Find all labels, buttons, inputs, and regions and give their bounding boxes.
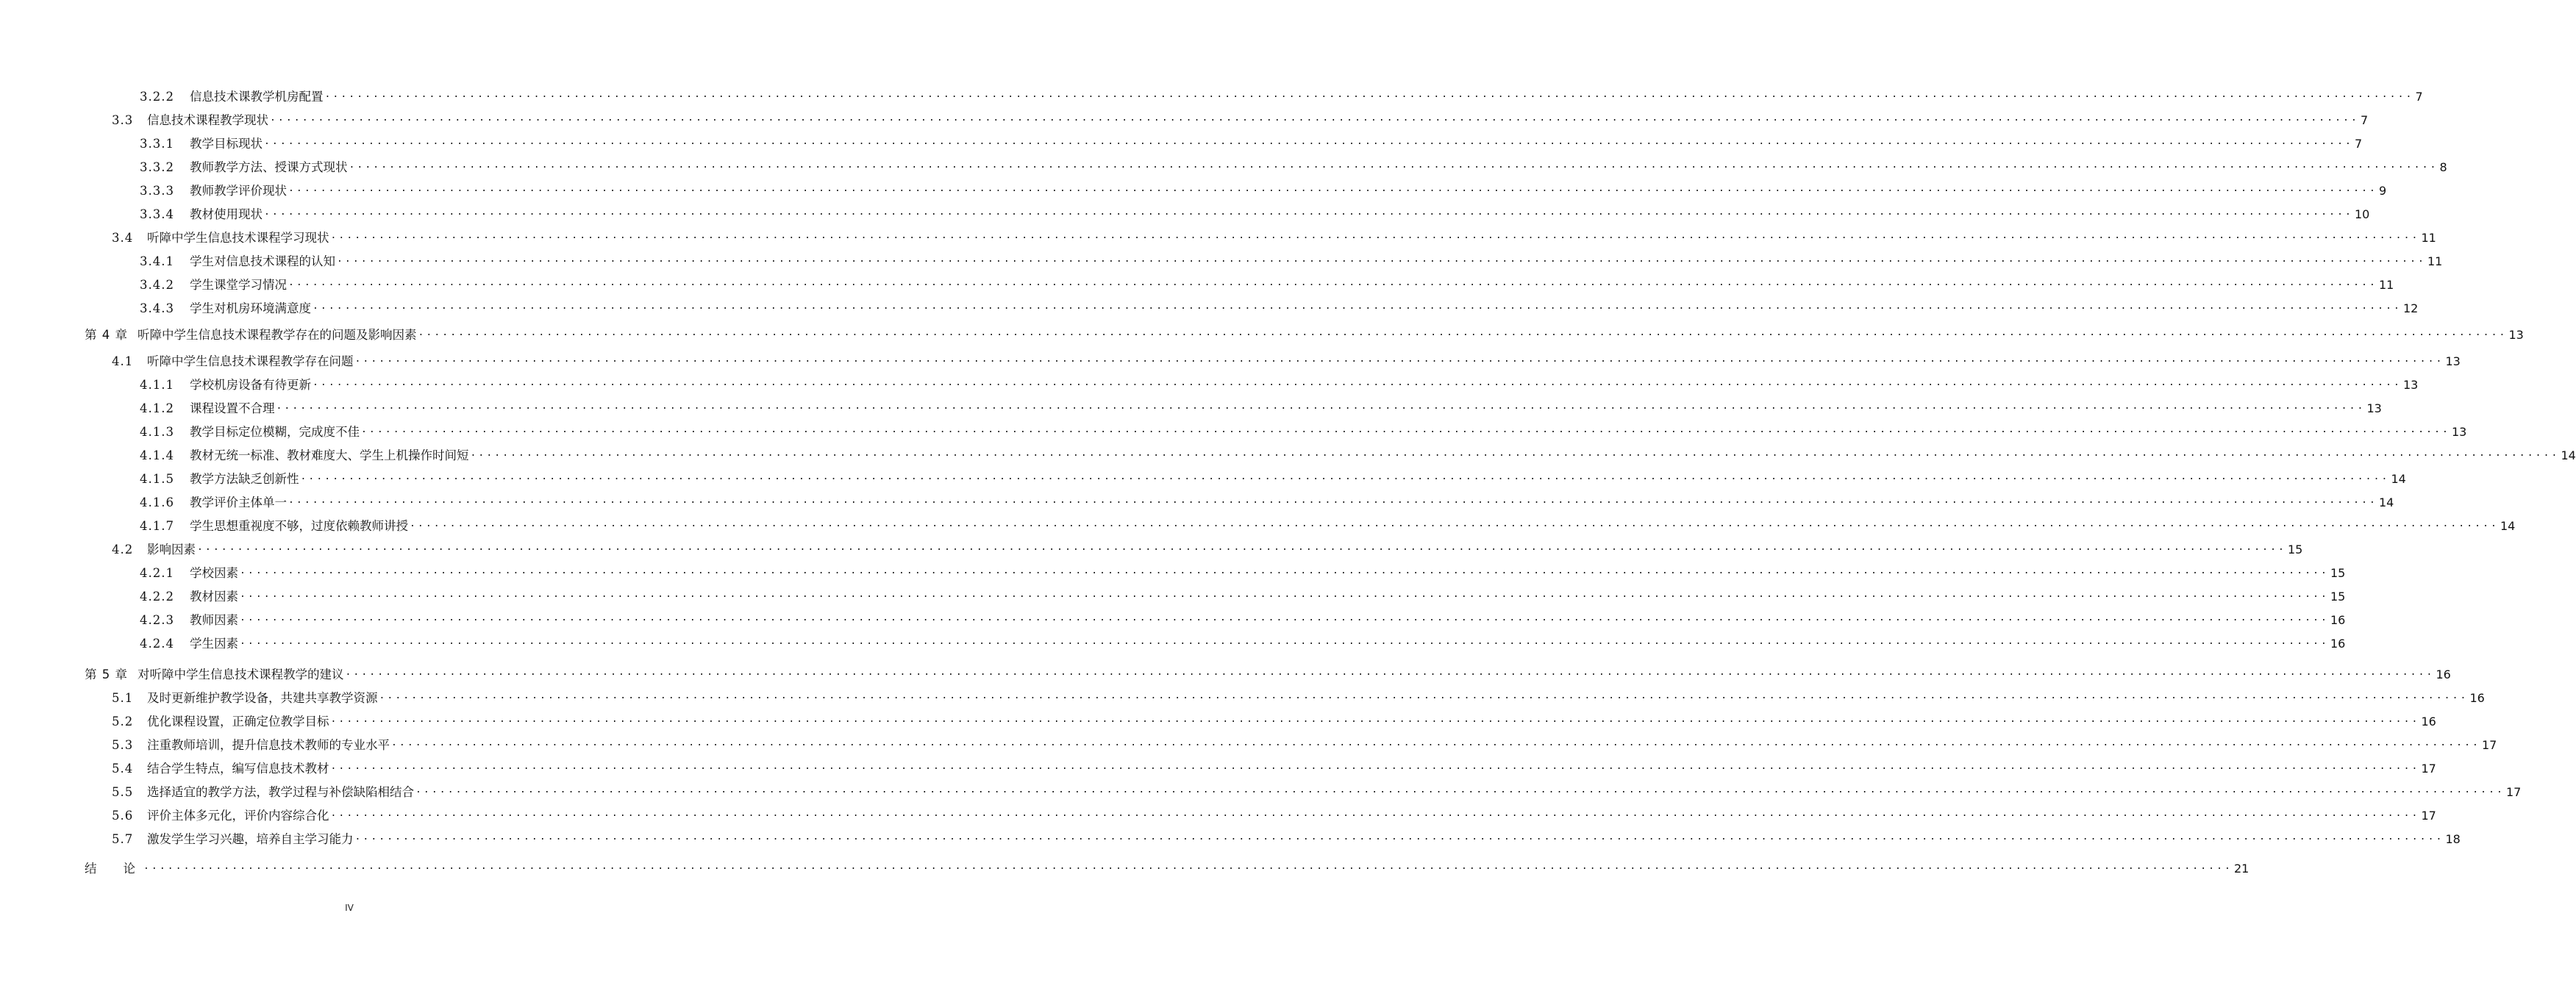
- toc-entry[interactable]: [140, 562, 2346, 581]
- toc-entry-title: 教学目标定位模糊，完成度不佳: [190, 425, 360, 439]
- toc-entry-number: 4.1.3: [140, 425, 174, 439]
- toc-entry[interactable]: [140, 86, 2423, 105]
- toc-entry-title: 激发学生学习兴趣，培养自主学习能力: [147, 832, 354, 846]
- toc-dot-leader: ....................................................................................................................................................................................................................................................................: [418, 327, 2508, 338]
- toc-dot-leader: ....................................................................................................................................................................................................................................................................: [470, 448, 2560, 459]
- toc-entry-page-number: 8: [2439, 160, 2447, 174]
- toc-dot-leader: ....................................................................................................................................................................................................................................................................: [313, 377, 2402, 388]
- toc-entry-page-number: 10: [2354, 207, 2370, 221]
- toc-entry-number: 4.2.1: [140, 566, 174, 580]
- toc-entry[interactable]: [85, 858, 2249, 877]
- toc-entry-page-number: 17: [2421, 762, 2436, 776]
- toc-entry-page-number: 14: [2500, 519, 2516, 533]
- toc-entry-title: 信息技术课教学机房配置: [190, 90, 324, 104]
- toc-dot-leader: ....................................................................................................................................................................................................................................................................: [354, 831, 2444, 842]
- toc-entry[interactable]: [140, 445, 2576, 464]
- toc-entry-page-number: 7: [2354, 137, 2363, 151]
- toc-entry[interactable]: [112, 687, 2485, 706]
- toc-dot-leader: ....................................................................................................................................................................................................................................................................: [330, 230, 2420, 241]
- toc-entry-number: 第 4 章: [85, 328, 128, 342]
- toc-dot-leader: ....................................................................................................................................................................................................................................................................: [330, 808, 2420, 819]
- toc-entry-number: 3.3.3: [140, 184, 174, 198]
- toc-entry-page-number: 11: [2378, 278, 2394, 292]
- toc-entry-number: 3.2.2: [140, 90, 174, 104]
- toc-entry-title: 教学目标现状: [190, 137, 263, 151]
- toc-entry-page-number: 16: [2436, 667, 2451, 681]
- toc-entry-page-number: 11: [2421, 231, 2436, 245]
- toc-entry[interactable]: [140, 468, 2406, 487]
- toc-entry-number: 5.4: [112, 762, 134, 776]
- toc-entry-title: 学生对机房环境满意度: [190, 301, 311, 315]
- toc-entry-page-number: 15: [2330, 590, 2346, 604]
- toc-dot-leader: ....................................................................................................................................................................................................................................................................: [288, 277, 2377, 288]
- toc-entry[interactable]: [112, 711, 2436, 730]
- toc-entry-page-number: 11: [2427, 254, 2443, 268]
- toc-entry[interactable]: [140, 609, 2346, 629]
- toc-entry[interactable]: [140, 398, 2382, 417]
- toc-dot-leader: ....................................................................................................................................................................................................................................................................: [349, 160, 2438, 171]
- toc-entry-number: 5.5: [112, 785, 134, 799]
- toc-entry[interactable]: [112, 781, 2522, 801]
- toc-dot-leader: ....................................................................................................................................................................................................................................................................: [240, 612, 2329, 623]
- toc-entry-page-number: 16: [2330, 637, 2346, 651]
- toc-entry[interactable]: [140, 633, 2346, 652]
- toc-dot-leader: ....................................................................................................................................................................................................................................................................: [288, 495, 2377, 506]
- toc-entry-title: 学校机房设备有待更新: [190, 378, 311, 392]
- toc-entry-page-number: 16: [2421, 715, 2436, 729]
- toc-entry-title: 注重教师培训，提升信息技术教师的专业水平: [147, 738, 390, 752]
- toc-entry-number: 5.7: [112, 832, 134, 846]
- toc-dot-leader: ....................................................................................................................................................................................................................................................................: [264, 136, 2353, 147]
- toc-dot-leader: ....................................................................................................................................................................................................................................................................: [345, 667, 2435, 678]
- toc-entry-number: 结 论: [85, 862, 136, 876]
- toc-dot-leader: ....................................................................................................................................................................................................................................................................: [264, 207, 2353, 218]
- toc-dot-leader: ....................................................................................................................................................................................................................................................................: [240, 636, 2329, 647]
- toc-dot-leader: ....................................................................................................................................................................................................................................................................: [276, 401, 2366, 412]
- toc-entry-title: 教材无统一标准、教材难度大、学生上机操作时间短: [190, 448, 469, 462]
- toc-entry[interactable]: [112, 758, 2436, 777]
- toc-dot-leader: ....................................................................................................................................................................................................................................................................: [197, 542, 2286, 553]
- toc-entry-title: 评价主体多元化，评价内容综合化: [147, 809, 329, 823]
- toc-entry[interactable]: [140, 586, 2346, 605]
- footer-page-number: IV: [345, 903, 354, 913]
- toc-entry-title: 结合学生特点，编写信息技术教材: [147, 762, 329, 776]
- toc-entry-number: 4.1.2: [140, 401, 174, 415]
- toc-entry[interactable]: [112, 805, 2436, 824]
- toc-entry-title: 听障中学生信息技术课程教学存在问题: [147, 354, 354, 368]
- toc-entry-title: 学生对信息技术课程的认知: [190, 254, 335, 268]
- toc-dot-leader: ....................................................................................................................................................................................................................................................................: [313, 301, 2402, 312]
- toc-dot-leader: ....................................................................................................................................................................................................................................................................: [361, 424, 2450, 435]
- toc-entry[interactable]: [112, 828, 2461, 848]
- toc-entry-number: 4.1.7: [140, 519, 174, 533]
- toc-entry-number: 5.6: [112, 809, 134, 823]
- toc-entry-number: 5.3: [112, 738, 134, 752]
- toc-entry[interactable]: [140, 274, 2394, 293]
- toc-dot-leader: ....................................................................................................................................................................................................................................................................: [288, 183, 2377, 194]
- toc-entry[interactable]: [85, 324, 2524, 343]
- toc-entry-title: 优化课程设置，正确定位教学目标: [147, 715, 329, 729]
- toc-dot-leader: ....................................................................................................................................................................................................................................................................: [143, 861, 2233, 872]
- toc-entry-title: 学校因素: [190, 566, 238, 580]
- toc-entry-page-number: 14: [2391, 472, 2406, 486]
- toc-entry-number: 4.1.5: [140, 472, 174, 486]
- toc-entry[interactable]: [140, 492, 2394, 511]
- toc-entry[interactable]: [140, 133, 2363, 152]
- toc-entry-page-number: 7: [2360, 113, 2369, 127]
- toc-entry-number: 第 5 章: [85, 667, 128, 681]
- toc-entry-page-number: 17: [2505, 785, 2522, 799]
- toc-entry-page-number: 7: [2415, 90, 2423, 104]
- toc-entry-title: 教师教学评价现状: [190, 184, 287, 198]
- toc-entry-page-number: 17: [2481, 738, 2497, 752]
- toc-entry-title: 学生课堂学习情况: [190, 278, 287, 292]
- toc-entry-page-number: 14: [2378, 495, 2394, 509]
- toc-entry-page-number: 18: [2445, 832, 2461, 846]
- toc-entry-page-number: 16: [2469, 691, 2485, 705]
- toc-entry-page-number: 17: [2421, 809, 2436, 823]
- toc-entry-title: 课程设置不合理: [190, 401, 275, 415]
- toc-entry-number: 3.3: [112, 113, 134, 127]
- toc-entry-title: 教师因素: [190, 613, 238, 627]
- toc-dot-leader: ....................................................................................................................................................................................................................................................................: [324, 89, 2414, 100]
- toc-entry-page-number: 16: [2330, 613, 2346, 627]
- toc-entry[interactable]: [85, 664, 2451, 683]
- toc-entry[interactable]: [140, 251, 2443, 270]
- toc-entry-number: 3.4.2: [140, 278, 174, 292]
- toc-entry-title: 及时更新维护教学设备，共建共享教学资源: [147, 691, 378, 705]
- toc-entry-title: 教学方法缺乏创新性: [190, 472, 299, 486]
- toc-entry-number: 5.1: [112, 691, 134, 705]
- toc-entry[interactable]: [140, 298, 2419, 317]
- toc-entry-title: 听障中学生信息技术课程学习现状: [147, 231, 329, 245]
- toc-entry[interactable]: [112, 351, 2461, 370]
- toc-entry-page-number: 9: [2378, 184, 2387, 198]
- toc-entry-number: 3.4.1: [140, 254, 174, 268]
- toc-entry[interactable]: [112, 734, 2497, 753]
- toc-entry[interactable]: [140, 374, 2419, 393]
- toc-entry-title: 教师教学方法、授课方式现状: [190, 160, 348, 174]
- toc-entry-page-number: 15: [2330, 566, 2346, 580]
- toc-entry-title: 选择适宜的教学方法，教学过程与补偿缺陷相结合: [147, 785, 414, 799]
- toc-entry-page-number: 14: [2561, 448, 2576, 462]
- toc-entry-title: 听障中学生信息技术课程教学存在的问题及影响因素: [138, 328, 417, 342]
- toc-entry-title: 教学评价主体单一: [190, 495, 287, 509]
- toc-entry-title: 教材因素: [190, 590, 238, 604]
- toc-dot-leader: ....................................................................................................................................................................................................................................................................: [337, 254, 2426, 265]
- toc-entry[interactable]: [112, 227, 2436, 246]
- toc-entry-page-number: 13: [2445, 354, 2461, 368]
- toc-entry-title: 学生因素: [190, 637, 238, 651]
- toc-entry-number: 4.2.2: [140, 590, 174, 604]
- toc-entry[interactable]: [140, 515, 2516, 534]
- toc-entry-number: 4.2.3: [140, 613, 174, 627]
- toc-entry[interactable]: [140, 421, 2467, 440]
- toc-dot-leader: ....................................................................................................................................................................................................................................................................: [270, 112, 2359, 124]
- toc-entry[interactable]: [140, 180, 2387, 199]
- toc-entry-number: 5.2: [112, 715, 134, 729]
- toc-dot-leader: ....................................................................................................................................................................................................................................................................: [330, 714, 2420, 725]
- toc-dot-leader: ....................................................................................................................................................................................................................................................................: [300, 471, 2390, 482]
- toc-entry-number: 4.2: [112, 543, 134, 556]
- toc-dot-leader: ....................................................................................................................................................................................................................................................................: [240, 565, 2329, 576]
- toc-entry-number: 4.1.6: [140, 495, 174, 509]
- toc-dot-leader: ....................................................................................................................................................................................................................................................................: [330, 761, 2420, 772]
- toc-entry-title: 对听障中学生信息技术课程教学的建议: [138, 667, 344, 681]
- toc-entry-number: 3.4: [112, 231, 134, 245]
- toc-entry-page-number: 13: [2366, 401, 2382, 415]
- toc-dot-leader: ....................................................................................................................................................................................................................................................................: [391, 737, 2480, 748]
- toc-entry-number: 4.1.1: [140, 378, 174, 392]
- toc-entry-title: 学生思想重视度不够，过度依赖教师讲授: [190, 519, 408, 533]
- toc-entry-number: 3.3.1: [140, 137, 174, 151]
- toc-entry-number: 4.1: [112, 354, 134, 368]
- toc-entry-title: 影响因素: [147, 543, 196, 556]
- toc-entry-number: 4.1.4: [140, 448, 174, 462]
- toc-entry-number: 3.3.4: [140, 207, 174, 221]
- toc-entry-page-number: 12: [2402, 301, 2419, 315]
- toc-entry[interactable]: [140, 204, 2370, 223]
- toc-dot-leader: ....................................................................................................................................................................................................................................................................: [240, 589, 2329, 600]
- toc-entry[interactable]: [112, 110, 2369, 129]
- toc-dot-leader: ....................................................................................................................................................................................................................................................................: [410, 518, 2499, 529]
- toc-entry-number: 4.2.4: [140, 637, 174, 651]
- toc-entry-page-number: 15: [2287, 543, 2303, 556]
- toc-entry-page-number: 13: [2508, 328, 2524, 342]
- toc-dot-leader: ....................................................................................................................................................................................................................................................................: [354, 354, 2444, 365]
- toc-entry-number: 3.3.2: [140, 160, 174, 174]
- toc-dot-leader: ....................................................................................................................................................................................................................................................................: [379, 690, 2469, 701]
- toc-entry-number: 3.4.3: [140, 301, 174, 315]
- toc-entry-page-number: 21: [2233, 862, 2249, 876]
- toc-entry[interactable]: [112, 539, 2303, 558]
- toc-entry-page-number: 13: [2402, 378, 2419, 392]
- toc-entry-page-number: 13: [2451, 425, 2467, 439]
- toc-entry-title: 教材使用现状: [190, 207, 263, 221]
- toc-dot-leader: ....................................................................................................................................................................................................................................................................: [415, 784, 2505, 795]
- toc-entry[interactable]: [140, 157, 2447, 176]
- toc-entry-title: 信息技术课程教学现状: [147, 113, 268, 127]
